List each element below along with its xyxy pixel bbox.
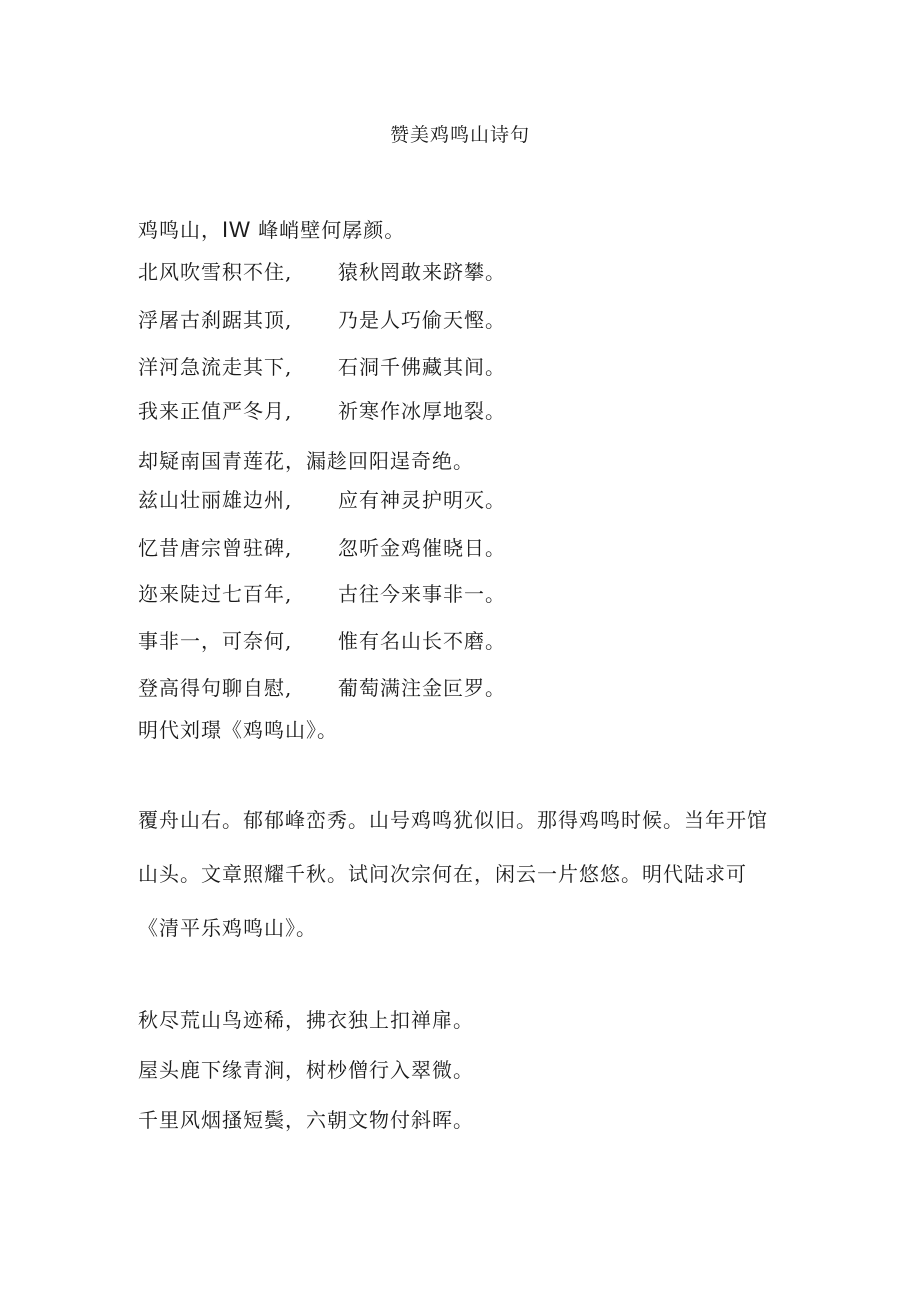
couplet-second-half: 祈寒作冰厚地裂。 [338,399,506,423]
poem1-couplet [138,353,506,381]
poem3-line: 千里风烟搔短鬓，六朝文物付斜晖。 [138,1108,474,1132]
poem3-line: 屋头鹿下缘青涧，树杪僧行入翠微。 [138,1058,474,1082]
couplet-second-half: 乃是人巧偷天慳。 [338,308,506,332]
poem1-opening-latin: IW [222,217,251,242]
poem1-middle-line: 却疑南国青莲花，漏趁回阳逞奇绝。 [138,449,474,473]
couplet-second-half: 葡萄满注金叵罗。 [338,676,506,700]
couplet-first-half: 忆昔唐宗曾驻碑, [138,536,293,560]
couplet-second-half: 猿秋罔敢来跻攀。 [338,260,506,284]
couplet-second-half: 忽听金鸡催晓日。 [338,536,506,560]
poem1-opening-post: 峰峭壁何孱颜。 [250,218,406,242]
couplet-second-half: 古往今来事非一。 [338,582,506,606]
poem1-attribution: 明代刘璟《鸡鸣山》。 [138,718,338,742]
poem1-opening-line [138,216,405,244]
poem1-couplet [138,674,506,702]
couplet-first-half: 迩来陡过七百年, [138,582,293,606]
couplet-second-half: 惟有名山长不磨。 [338,629,506,653]
poem1-couplet [138,534,506,562]
poem1-couplet [138,397,506,425]
poem1-opening-pre: 鸡鸣山， [138,218,222,242]
poem1-couplet [138,580,506,608]
couplet-first-half: 浮屠古刹踞其顶, [138,308,293,332]
poem3-line: 秋尽荒山鸟迹稀，拂衣独上扣禅扉。 [138,1008,474,1032]
document-title: 赞美鸡鸣山诗句 [389,124,530,146]
couplet-second-half: 应有神灵护明灭。 [338,488,506,512]
couplet-first-half: 登高得句聊自慰, [138,676,293,700]
poem1-couplet [138,258,506,286]
couplet-second-half: 石洞千佛藏其间。 [338,355,506,379]
couplet-first-half: 北风吹雪积不住, [138,260,293,284]
couplet-first-half: 兹山壮丽雄边州, [138,488,293,512]
poem1-couplet [138,486,506,514]
couplet-first-half: 事非一，可奈何, [138,629,293,653]
poem2-paragraph: 覆舟山右。郁郁峰峦秀。山号鸡鸣犹似旧。那得鸡鸣时候。当年开馆山头。文章照耀千秋。试问次宗何在，闲云一片悠悠。明代陆求可《清平乐鸡鸣山》。 [138,808,768,940]
couplet-first-half: 我来正值严冬月, [138,399,293,423]
poem1-couplet [138,306,506,334]
couplet-first-half: 洋河急流走其下, [138,355,293,379]
poem1-couplet [138,627,506,655]
